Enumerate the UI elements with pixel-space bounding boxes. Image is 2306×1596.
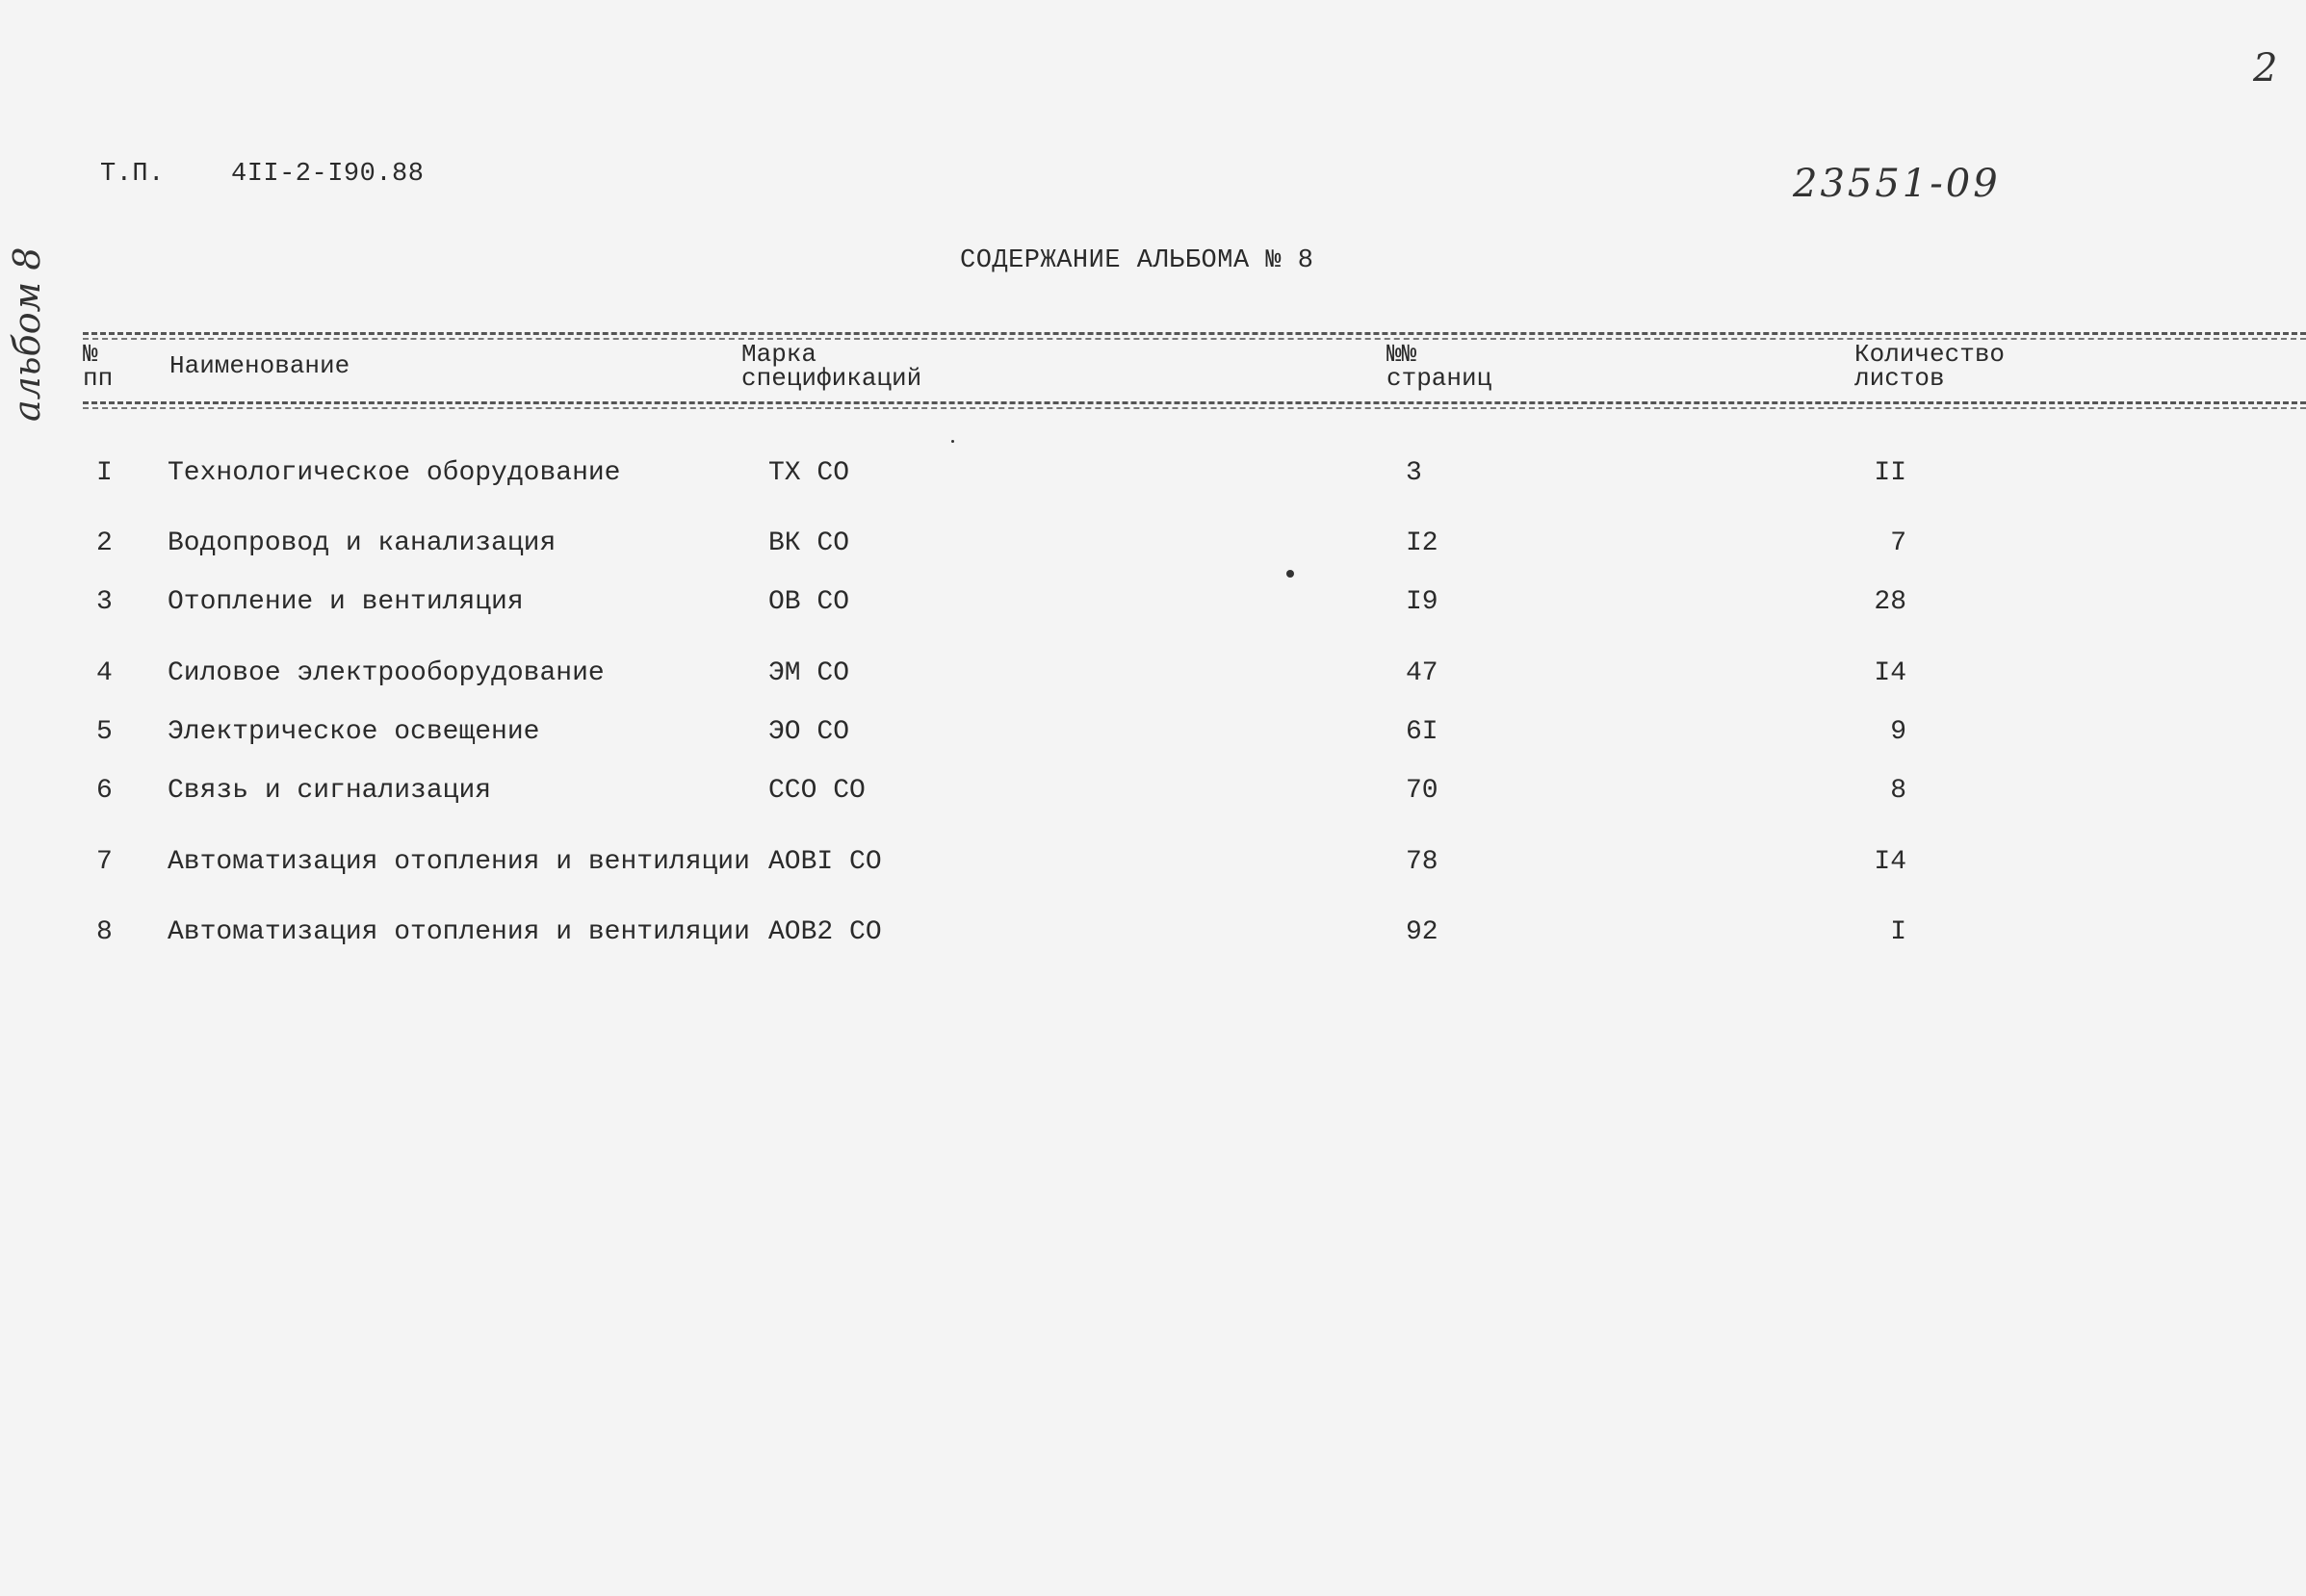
row-number: I bbox=[96, 458, 113, 488]
row-name: Автоматизация отопления и вентиляции bbox=[168, 917, 750, 947]
header-number bbox=[83, 340, 114, 393]
row-sheet-count: I bbox=[1890, 917, 1906, 947]
row-name: Электрическое освещение bbox=[168, 717, 540, 747]
row-page: 78 bbox=[1406, 847, 1438, 877]
header-sheet-count-line2: листов bbox=[1854, 364, 1945, 393]
table-row bbox=[0, 917, 2306, 956]
row-mark: АОВI СО bbox=[768, 847, 882, 877]
row-sheet-count: I4 bbox=[1874, 658, 1906, 688]
row-number: 6 bbox=[96, 776, 113, 806]
header-number-line2: пп bbox=[83, 364, 114, 393]
table-row bbox=[0, 776, 2306, 814]
row-page: 47 bbox=[1406, 658, 1438, 688]
row-name: Технологическое оборудование bbox=[168, 458, 621, 488]
row-sheet-count: 28 bbox=[1874, 587, 1906, 617]
row-mark: ССО СО bbox=[768, 776, 866, 806]
row-mark: ТХ СО bbox=[768, 458, 850, 488]
header-mark-line2: спецификаций bbox=[741, 364, 922, 393]
doc-code: Т.П. bbox=[100, 160, 165, 189]
row-number: 7 bbox=[96, 847, 113, 877]
header-sheet-count-line1: Количество bbox=[1854, 340, 2006, 369]
row-mark: ОВ СО bbox=[768, 587, 850, 617]
row-page: 3 bbox=[1406, 458, 1422, 488]
row-number: 5 bbox=[96, 717, 113, 747]
header-name: Наименование bbox=[169, 351, 350, 380]
row-name: Водопровод и канализация bbox=[168, 528, 557, 558]
table-row bbox=[0, 587, 2306, 626]
header-mark bbox=[741, 340, 922, 393]
header-pages-line1: №№ bbox=[1386, 340, 1417, 369]
header-pages-line2: страниц bbox=[1386, 364, 1492, 393]
row-page: I2 bbox=[1406, 528, 1438, 558]
table-top-rule bbox=[83, 332, 2306, 335]
row-number: 8 bbox=[96, 917, 113, 947]
row-mark: ЭМ СО bbox=[768, 658, 850, 688]
row-sheet-count: II bbox=[1874, 458, 1906, 488]
table-row bbox=[0, 847, 2306, 886]
row-sheet-count: 9 bbox=[1890, 717, 1906, 747]
row-page: 70 bbox=[1406, 776, 1438, 806]
page-number: 2 bbox=[2253, 46, 2278, 90]
row-name: Связь и сигнализация bbox=[168, 776, 492, 806]
table-header-rule bbox=[83, 401, 2306, 404]
table-header-rule-inner bbox=[83, 407, 2306, 409]
album-title: СОДЕРЖАНИЕ АЛЬБОМА № 8 bbox=[960, 246, 1314, 275]
header-sheet-count bbox=[1854, 340, 2006, 393]
scan-speck bbox=[951, 440, 954, 443]
table-row bbox=[0, 717, 2306, 756]
header-pages bbox=[1386, 340, 1492, 393]
registration-number: 23551-09 bbox=[1793, 162, 2001, 206]
header-number-line1: № bbox=[83, 340, 98, 369]
table-row bbox=[0, 658, 2306, 697]
row-sheet-count: 8 bbox=[1890, 776, 1906, 806]
row-mark: ЭО СО bbox=[768, 717, 850, 747]
row-sheet-count: I4 bbox=[1874, 847, 1906, 877]
doc-number: 4II-2-I90.88 bbox=[231, 160, 425, 189]
row-mark: ВК СО bbox=[768, 528, 850, 558]
row-name: Силовое электрооборудование bbox=[168, 658, 605, 688]
table-row bbox=[0, 458, 2306, 497]
row-number: 3 bbox=[96, 587, 113, 617]
row-number: 4 bbox=[96, 658, 113, 688]
row-number: 2 bbox=[96, 528, 113, 558]
header-mark-line1: Марка bbox=[741, 340, 817, 369]
scan-speck bbox=[1286, 570, 1294, 578]
row-page: I9 bbox=[1406, 587, 1438, 617]
row-mark: АОВ2 СО bbox=[768, 917, 882, 947]
row-sheet-count: 7 bbox=[1890, 528, 1906, 558]
table-row bbox=[0, 528, 2306, 567]
row-name: Отопление и вентиляция bbox=[168, 587, 524, 617]
row-name: Автоматизация отопления и вентиляции bbox=[168, 847, 750, 877]
side-note: альбом 8 bbox=[6, 246, 48, 422]
row-page: 6I bbox=[1406, 717, 1438, 747]
row-page: 92 bbox=[1406, 917, 1438, 947]
